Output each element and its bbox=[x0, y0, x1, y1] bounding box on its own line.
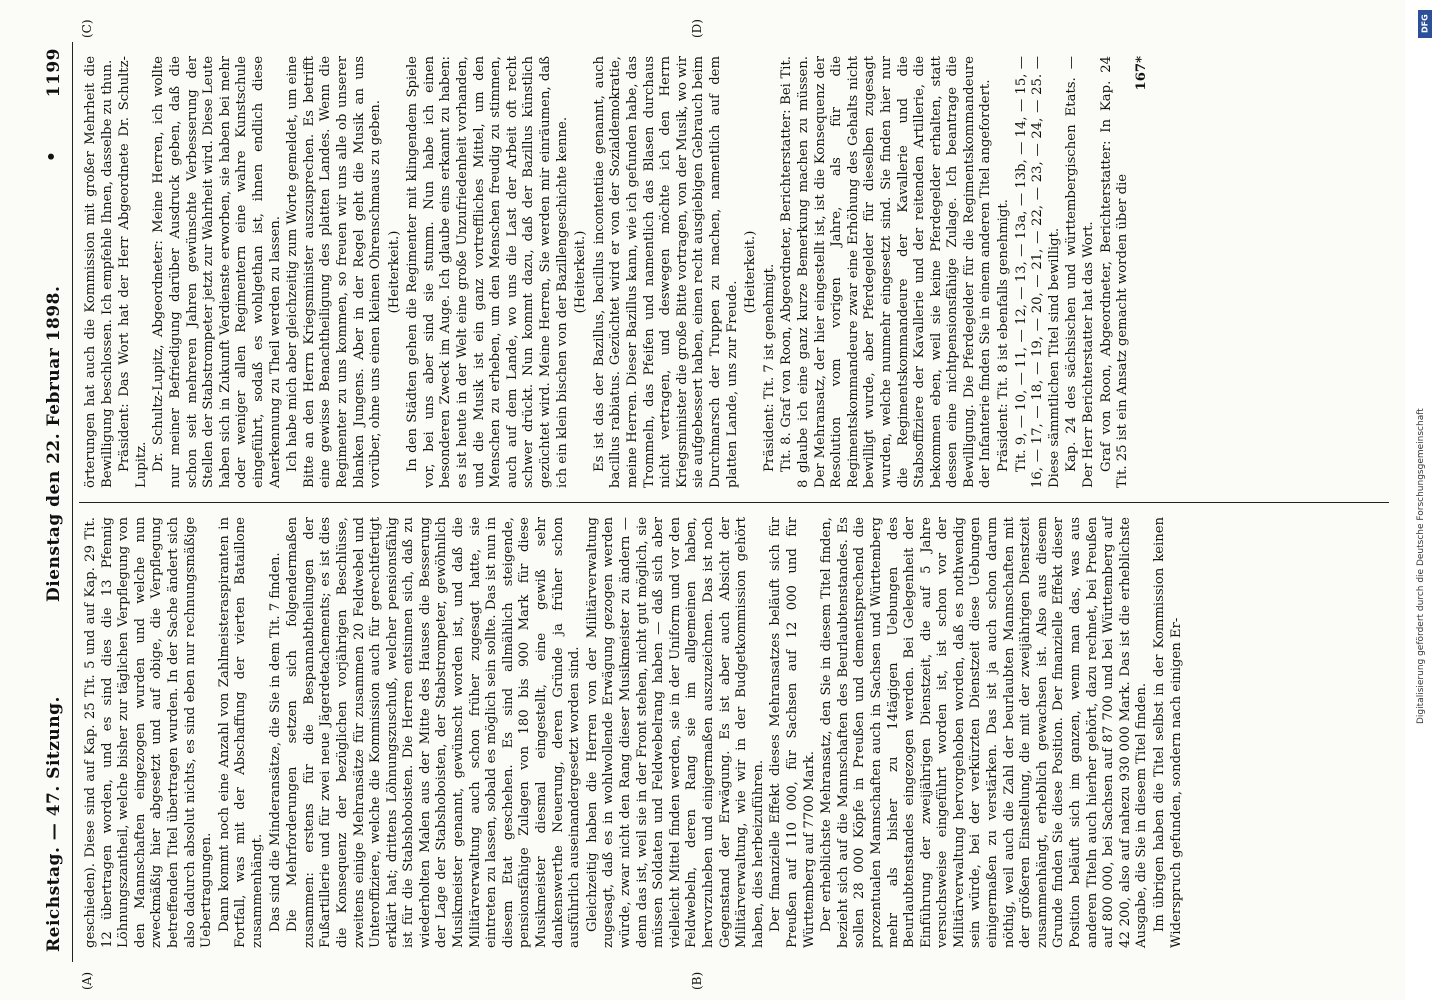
left-column bbox=[79, 502, 1389, 962]
credit-text: Digitalisierung gefördert durch die Deutsche Forschungsgemeinschaft bbox=[1416, 408, 1426, 724]
header-dot: • bbox=[42, 150, 62, 162]
digitization-credit bbox=[1414, 0, 1434, 1000]
marker-d: (D) bbox=[690, 19, 704, 38]
page-body bbox=[79, 42, 1389, 962]
left-paragraph: Gleichzeitig haben die Herren von der Militärverwaltung zugesagt, daß es in wohlwollende Erwägung gezogen werden würde, zwar nicht den Rang dieser Musikmeister zu ändern — denn das ist, weil sie in der Front stehen, nicht gut möglich, sie müssen Soldaten und Feldwebelrang haben — daß sich aber vielleicht Mittel finden werden, sie in der Uniform und vor den Feldwebeln, deren Rang sie im allgemeinen haben, hervorzuheben und einigermaßen auszuzeichnen. Das ist noch Gegenstand der Erwägung. Es ist aber auch Absicht der Militärverwaltung, wie wir in der Budgetkommission gehört haben, dies herbeizuführen. bbox=[584, 517, 766, 948]
marker-a: (A) bbox=[80, 971, 94, 990]
interjection: (Heiterkeit.) bbox=[573, 230, 589, 314]
president-speech: Präsident: Das Wort hat der Herr Abgeordnete Dr. Schultz-Lupitz. bbox=[117, 56, 149, 488]
right-paragraph: In den Städten gehen die Regimenter mit klingendem Spiele vor, bei uns aber sind sie stumm. Nun habe ich einen besonderen Zweck im Auge. Ich glaube eins erkannt zu haben: es ist heute in der Welt eine große Unzufriedenheit vorhanden, und die Musik ist ein ganz vortreffliches Mittel, um den Menschen zu erheben, um den Menschen freudig zu stimmen, auch auf dem Lande, wo uns die Last der Arbeit oft recht schwer drückt. Nun kommt dazu, daß der Bazillus künstlich gezüchtet wird. Meine Herren, Sie werden mir einräumen, daß ich ein klein bischen von der Bazillengeschichte kenne. bbox=[405, 56, 570, 488]
marker-b: (B) bbox=[690, 971, 704, 990]
right-paragraph: Graf von Roon, Abgeordneter, Berichterstatter: In Kap. 24 Tit. 25 ist ein Ansatz gemacht worden über die bbox=[1098, 56, 1131, 488]
left-paragraph: Dann kommt noch eine Anzahl von Zahlmeisteraspiranten in Fortfall, was mit der Abschaffung der vierten Bataillone zusammenhängt. bbox=[216, 517, 265, 948]
left-paragraph: Im übrigen haben die Titel selbst in der Kommission keinen Widerspruch gefunden, sondern nach einigen Er- bbox=[1152, 517, 1184, 948]
right-paragraph: Tit. 9, — 10, — 11, — 12, — 13, — 13a, — 13b, — 14, — 15, — 16, — 17, — 18, — 19, — 20, — 21, — 22, — 23, — 24, — 25. — Diese sämmtlichen Titel sind bewilligt. bbox=[1013, 56, 1062, 488]
header-left-title: Reichstag. — 47. Sitzung. bbox=[44, 696, 64, 952]
sheet-signature: 167* bbox=[1133, 56, 1149, 91]
right-paragraph: Es ist das der Bazillus, bacillus incontentiae genannt, auch bacillus rabiatus. Gezüchtet wird er von der Sozialdemokratie, meine Herren. Dieser Bazillus kann, wie ich gefunden habe, das Trommeln, das Pfeifen und namentlich das Blasen durchaus nicht vertragen, und deswegen möchte ich den Herrn Kriegsminister die große Bitte vortragen, von der Musik, wo wir sie aufgebessert haben, einen recht ausgiebigen Gebrauch beim Durchmarsch der Truppen zu machen, namentlich auf dem platten Lande, uns zur Freude. bbox=[591, 56, 740, 488]
page-header bbox=[40, 42, 73, 962]
right-column bbox=[79, 42, 1389, 502]
right-paragraph: örterungen hat auch die Kommission mit großer Mehrheit die Bewilligung beschlossen. Ich empfehle Ihnen, dasselbe zu thun. bbox=[83, 56, 115, 488]
right-paragraph: Dr. Schultz-Lupitz, Abgeordneter: Meine Herren, ich wollte nur meiner Befriedigung darüber Ausdruck geben, daß die schon seit mehreren Jahren gewünschte Verbesserung der Stellen der Stabstrompeter jetzt zur Wahrheit wird. Diese Leute haben sich in Zukunft Verdienste erworben, sie haben bei mehr oder weniger allen Regimentern eine wahre Kunstschule eingeführt, sodaß es wohlgethan ist, ihnen endlich diese Anerkennung zu Theil werden zu lassen. bbox=[151, 56, 283, 488]
left-paragraph: Die Mehrforderungen setzen sich folgendermaßen zusammen: erstens für die Bespannabtheilungen der Fußartillerie und für zwei neue Jägerdetachements; es ist dies die Konsequenz der bezüglichen vorjährigen Beschlüsse, zweitens einige Mehransätze für zusammen 20 Feldwebel und Unteroffiziere, welche die Kommission auch für gerechtfertigt erklärt hat; drittens Löhnungszuschuß, welcher pensionsfähig ist für die Stabshoboisten. Die Herren entsinnen sich, daß zu wiederholten Malen aus der Mitte des Hauses die Besserung der Lage der Stabshoboisten, der Stabstrompeter, gewöhnlich Musikmeister genannt, gewünscht worden ist, und daß die Militärverwaltung auch schon früher zugesagt hatte, sie eintreten zu lassen, sobald es möglich sein sollte. Das ist nun in diesem Etat geschehen. Es sind allmählich steigende, pensionsfähige Zulagen von 180 bis 900 Mark für diese Musikmeister diesmal eingestellt, eine gewiß sehr dankenswerthe Neuerung, deren Gründe ja früher schon ausführlich auseinandergesetzt worden sind. bbox=[285, 517, 583, 948]
left-paragraph: Das sind die Minderansätze, die Sie in dem Tit. 7 finden. bbox=[267, 552, 283, 932]
president-speech: Präsident: Tit. 7 ist genehmigt. bbox=[761, 263, 777, 472]
left-paragraph: geschieden). Diese sind auf Kap. 25 Tit. 5 und auf Kap. 29 Tit. 12 übertragen worden, und es sind dies die 13 Pfennig Löhnungszantheil, welche bisher zur täglichen Verpflegung von den Mannschaften eingezogen wurden und welche nun zweckmäßig hier abgesetzt und auf obige, die Verpflegung betreffenden Titel übertragen wurden. In der Sache ändert sich also dadurch absolut nichts, es sind eben nur rechnungsmäßige Uebertragungen. bbox=[83, 517, 215, 948]
dfg-logo: DFG bbox=[1418, 10, 1432, 38]
left-paragraph: Der finanzielle Effekt dieses Mehransatzes beläuft sich für Preußen auf 110 000, für Sachsen auf 12 000 und für Württemberg auf 7700 Mark. bbox=[768, 517, 817, 948]
interjection: (Heiterkeit.) bbox=[386, 230, 402, 314]
interjection: (Heiterkeit.) bbox=[743, 230, 759, 314]
left-paragraph: Der erheblichste Mehransatz, den Sie in diesem Titel finden, bezieht sich auf die Mannschaften des Beurlaubtenstandes. Es sollen 28 000 Köpfe in Preußen und dementsprechend die prozentualen Mannschaften auch in Sachsen und Württemberg mehr als bisher zu 14tägigen Uebungen des Beurlaubtenstandes eingezogen werden. Bei Gelegenheit der Einführung der zweijährigen Dienstzeit, die auf 5 Jahre versuchsweise eingeführt worden ist, ist schon vor der Militärverwaltung hervorgehoben worden, daß es nothwendig sein würde, bei der verkürzten Dienstzeit diese Uebungen einigermaßen zu verstärken. Das ist ja auch schon darum nöthig, weil auch die Zahl der beurlaubten Mannschaften mit der größeren Einstellung, die mit der zweijährigen Dienstzeit zusammenhängt, erheblich gewachsen ist. Also aus diesem Grunde finden Sie diese Position. Der finanzielle Effekt dieser Position beläuft sich im ganzen, wenn man das, was aus anderen Titeln auch hierher gehört, dazu rechnet, bei Preußen auf 800 000, bei Sachsen auf 87 700 und bei Württemberg auf 42 200, also auf nahezu 930 000 Mark. Das ist die erheblichste Ausgabe, die Sie in diesem Titel finden. bbox=[819, 517, 1150, 948]
header-date: Dienstag den 22. Februar 1898. bbox=[44, 285, 64, 602]
marker-c: (C) bbox=[80, 19, 94, 38]
right-paragraph: Tit. 8. Graf von Roon, Abgeordneter, Berichterstatter: Bei Tit. 8 glaube ich eine ganz kurze Bemerkung machen zu müssen. Der Mehransatz, der hier eingestellt ist, ist die Konsequenz der Resolution vom vorigen Jahre, als für die Regimentskommandeure zwar eine Erhöhung des Gehalts nicht bewilligt wurde, aber Pferdegelder für dieselben zugesagt wurden, welche nunmehr eingesetzt sind. Sie finden hier nur die Regimentskommandeure der Kavallerie und die Stabsoffiziere der Kavallerie und der reitenden Artillerie, die bekommen eben, weil sie keine Pferdegelder erhalten, statt dessen eine nichtpensionsfähige Zulage. Ich beantrage die Bewilligung. Die Pferdegelder für die Regimentskommandeure der Infanterie finden Sie in einem anderen Titel angefordert. bbox=[779, 56, 994, 488]
right-paragraph: Ich habe mich aber gleichzeitig zum Worte gemeldet, um eine Bitte an den Herrn Kriegsminister auszusprechen. Es betrifft eine gewisse Benachtheiligung des platten Landes. Wenn die Regimenter zu uns kommen, so freuen wir uns alle ob unserer blanken Jungens. Aber in der Regel geht die Musik an uns vorüber, ohne uns einen kleinen Ohrenschmaus zu geben. bbox=[285, 56, 384, 488]
president-speech: Präsident: Tit. 8 ist ebenfalls genehmigt. bbox=[996, 199, 1012, 472]
right-paragraph: Kap. 24 des sächsischen und württembergischen Etats. — Der Herr Berichterstatter hat das Wort. bbox=[1064, 56, 1097, 488]
page-number: 1199 bbox=[44, 48, 64, 98]
